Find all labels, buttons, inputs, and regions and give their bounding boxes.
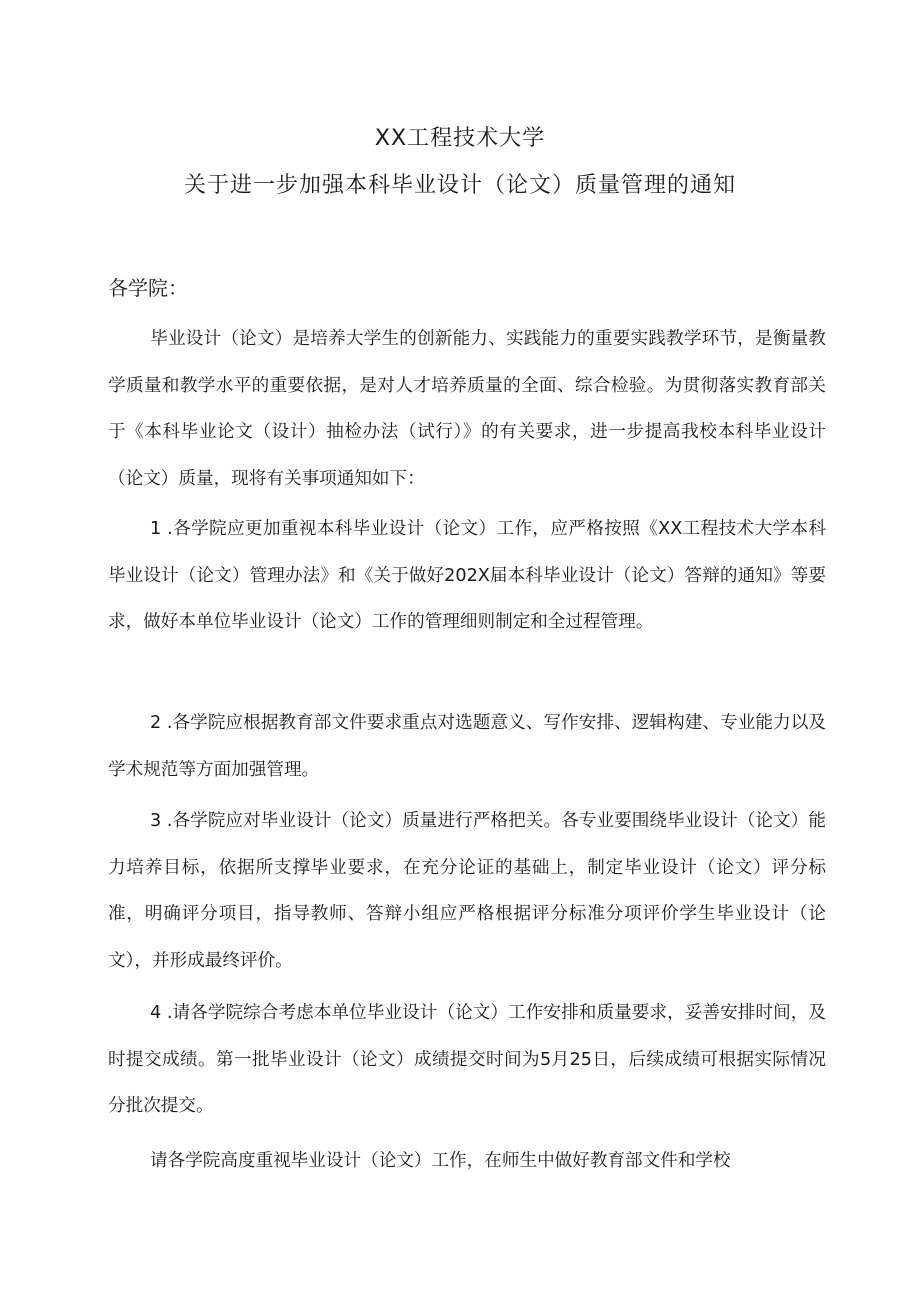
- paragraph-item-4: [108, 990, 826, 1130]
- paragraph-intro: [108, 316, 826, 502]
- paragraph-item-2: [108, 700, 826, 793]
- paragraph-item-3: [108, 798, 826, 984]
- paragraph-item-3-text: 3 .各学院应对毕业设计（论文）质量进行严格把关。各专业要围绕毕业设计（论文）能力培养目标，依据所支撑毕业要求，在充分论证的基础上，制定毕业设计（论文）评分标准，明确评分项目，指导教师、答辩小组应严格根据评分标准分项评价学生毕业设计（论文），并形成最终评价。: [108, 811, 826, 971]
- document-title-notice: 关于进一步加强本科毕业设计（论文）质量管理的通知: [183, 173, 736, 198]
- paragraph-item-1: [108, 506, 826, 646]
- document-title-university: XX工程技术大学: [374, 126, 546, 151]
- paragraph-intro-text: 毕业设计（论文）是培养大学生的创新能力、实践能力的重要实践教学环节，是衡量教学质量和教学水平的重要依据，是对人才培养质量的全面、综合检验。为贯彻落实教育部关于《本科毕业论文（设计）抽检办法（试行）》的有关要求，进一步提高我校本科毕业设计（论文）质量，现将有关事项通知如下：: [108, 329, 826, 489]
- paragraph-closing: [108, 1138, 826, 1185]
- salutation: 各学院：: [108, 276, 188, 300]
- paragraph-item-4-text: 4 .请各学院综合考虑本单位毕业设计（论文）工作安排和质量要求，妥善安排时间，及时提交成绩。第一批毕业设计（论文）成绩提交时间为5月25日，后续成绩可根据实际情况分批次提交。: [108, 1003, 826, 1116]
- paragraph-closing-text: 请各学院高度重视毕业设计（论文）工作，在师生中做好教育部文件和学校: [150, 1151, 731, 1171]
- paragraph-item-2-text: 2 .各学院应根据教育部文件要求重点对选题意义、写作安排、逻辑构建、专业能力以及学术规范等方面加强管理。: [108, 713, 826, 780]
- paragraph-item-1-text: 1 .各学院应更加重视本科毕业设计（论文）工作，应严格按照《XX工程技术大学本科毕业设计（论文）管理办法》和《关于做好202X届本科毕业设计（论文）答辩的通知》等要求，做好本单位毕业设计（论文）工作的管理细则制定和全过程管理。: [108, 519, 826, 632]
